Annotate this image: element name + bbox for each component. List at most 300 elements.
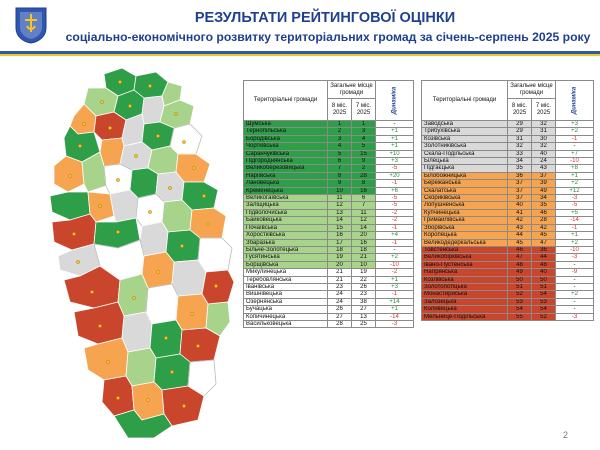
header-period-current: 8 міс. 2025: [328, 99, 352, 121]
community-name-cell: Товстенська: [422, 246, 508, 253]
place-previous-cell: 22: [352, 276, 376, 283]
table-row: [244, 150, 414, 157]
place-previous-cell: 37: [532, 172, 556, 179]
dynamics-cell: -: [556, 306, 594, 313]
table-row: [422, 121, 594, 128]
community-name-cell: Коропецька: [422, 232, 508, 239]
place-current-cell: 47: [508, 254, 532, 261]
dynamics-cell: -14: [556, 217, 594, 224]
place-current-cell: 37: [508, 195, 532, 202]
community-name-cell: Тернопільська: [244, 128, 328, 135]
community-name-cell: Великобірківська: [422, 254, 508, 261]
place-current-cell: 6: [328, 158, 352, 165]
place-previous-cell: 34: [532, 195, 556, 202]
community-name-cell: Скалатська: [422, 187, 508, 194]
place-previous-cell: 18: [352, 246, 376, 253]
place-current-cell: 16: [328, 232, 352, 239]
community-name-cell: Скориківська: [422, 195, 508, 202]
table-row: [244, 143, 414, 150]
map-community: [126, 348, 156, 386]
table-row: [244, 291, 414, 298]
place-current-cell: 31: [508, 135, 532, 142]
place-previous-cell: 16: [352, 187, 376, 194]
table-row: [244, 224, 414, 231]
place-current-cell: 18: [328, 246, 352, 253]
place-previous-cell: 38: [352, 298, 376, 305]
table-row: [244, 187, 414, 194]
dynamics-cell: +2: [556, 239, 594, 246]
place-previous-cell: 45: [532, 232, 556, 239]
place-previous-cell: 48: [532, 261, 556, 268]
place-previous-cell: 40: [532, 269, 556, 276]
page-number: 2: [562, 430, 568, 440]
community-name-cell: Мельнице-Подільська: [422, 313, 508, 320]
community-name-cell: Зборівська: [422, 224, 508, 231]
dynamics-cell: -2: [376, 269, 414, 276]
table-row: [244, 165, 414, 172]
place-current-cell: 33: [508, 150, 532, 157]
dynamics-cell: +14: [376, 298, 414, 305]
table-row: [422, 135, 594, 142]
community-name-cell: Підволочиська: [244, 209, 328, 216]
place-current-cell: 32: [508, 143, 532, 150]
place-current-cell: 40: [508, 202, 532, 209]
dynamics-cell: -3: [376, 320, 414, 327]
place-current-cell: 14: [328, 217, 352, 224]
dynamics-cell: -5: [376, 195, 414, 202]
header-period-previous: 7 міс. 2025: [532, 99, 556, 121]
dynamics-cell: -1: [556, 224, 594, 231]
place-current-cell: 45: [508, 239, 532, 246]
header-dynamics: Динаміка: [556, 81, 594, 121]
map-community: [146, 284, 178, 324]
table-row: [422, 158, 594, 165]
dynamics-cell: +2: [556, 291, 594, 298]
place-previous-cell: 9: [352, 158, 376, 165]
map-community: [136, 194, 164, 226]
dynamics-cell: +4: [376, 232, 414, 239]
table-row: [422, 276, 594, 283]
table-row: [244, 298, 414, 305]
place-previous-cell: 27: [352, 306, 376, 313]
map-community: [54, 156, 84, 192]
place-current-cell: 21: [328, 276, 352, 283]
place-current-cell: 35: [508, 165, 532, 172]
dynamics-cell: -10: [556, 158, 594, 165]
place-current-cell: 28: [328, 320, 352, 327]
dynamics-cell: -10: [556, 246, 594, 253]
header-community: Територіальні громади: [244, 81, 328, 121]
table-row: [244, 239, 414, 246]
place-current-cell: 49: [508, 269, 532, 276]
community-name-cell: Микулинецька: [244, 269, 328, 276]
dynamics-cell: -: [376, 121, 414, 128]
header-stripe-yellow: [0, 54, 600, 56]
place-current-cell: 54: [508, 306, 532, 313]
dynamics-cell: -10: [376, 261, 414, 268]
dynamics-cell: +1: [376, 143, 414, 150]
map-community: [84, 338, 128, 380]
place-previous-cell: 8: [352, 180, 376, 187]
community-name-cell: Хоростківська: [244, 232, 328, 239]
table-row: [244, 313, 414, 320]
header-place: Загальне місце громади: [328, 81, 376, 99]
place-previous-cell: 19: [352, 269, 376, 276]
map-community: [52, 214, 96, 250]
place-previous-cell: 32: [532, 121, 556, 128]
table-row: [422, 283, 594, 290]
community-name-cell: Більче-Золотецька: [244, 246, 328, 253]
place-current-cell: 26: [328, 306, 352, 313]
dynamics-cell: -: [556, 143, 594, 150]
place-current-cell: 4: [328, 143, 352, 150]
community-name-cell: Заліщицька: [244, 202, 328, 209]
map-community: [202, 270, 234, 304]
table-row: [422, 209, 594, 216]
dynamics-cell: +1: [376, 135, 414, 142]
table-row: [244, 320, 414, 327]
place-previous-cell: 15: [352, 150, 376, 157]
map-community: [198, 238, 232, 272]
table-row: [422, 128, 594, 135]
table-row: [422, 232, 594, 239]
map-community: [148, 146, 178, 174]
map-community: [176, 294, 208, 330]
page-title: РЕЗУЛЬТАТИ РЕЙТИНГОВОЇ ОЦІНКИ: [194, 10, 456, 26]
place-previous-cell: 46: [532, 209, 556, 216]
table-row: [244, 180, 414, 187]
dynamics-cell: -14: [376, 313, 414, 320]
dynamics-cell: -5: [556, 202, 594, 209]
community-name-cell: Козівська: [422, 135, 508, 142]
community-name-cell: Підгаєцька: [422, 165, 508, 172]
place-previous-cell: 50: [532, 276, 556, 283]
place-current-cell: 34: [508, 158, 532, 165]
place-current-cell: 13: [328, 209, 352, 216]
dynamics-cell: +5: [556, 209, 594, 216]
place-previous-cell: 6: [352, 195, 376, 202]
place-current-cell: 23: [328, 283, 352, 290]
place-previous-cell: 40: [532, 150, 556, 157]
dynamics-cell: +2: [556, 128, 594, 135]
community-name-cell: Лопушненська: [422, 202, 508, 209]
place-previous-cell: 24: [532, 158, 556, 165]
community-name-cell: Великоберезовицька: [244, 165, 328, 172]
dynamics-cell: +1: [376, 276, 414, 283]
community-name-cell: Озернянська: [244, 298, 328, 305]
dynamics-cell: -9: [556, 269, 594, 276]
community-name-cell: Копичинецька: [244, 313, 328, 320]
community-name-cell: Івано-Пустенська: [422, 261, 508, 268]
community-name-cell: Шумська: [244, 121, 328, 128]
place-previous-cell: 53: [532, 298, 556, 305]
dynamics-cell: -3: [556, 254, 594, 261]
map-community: [110, 190, 138, 222]
place-current-cell: 52: [508, 291, 532, 298]
community-name-cell: Іванівська: [244, 283, 328, 290]
place-previous-cell: 21: [352, 254, 376, 261]
table-row: [422, 224, 594, 231]
community-name-cell: Білобожницька: [422, 172, 508, 179]
place-previous-cell: 54: [532, 306, 556, 313]
community-name-cell: Коливецька: [422, 306, 508, 313]
community-name-cell: Саранчуківська: [244, 150, 328, 157]
dynamics-cell: +10: [376, 150, 414, 157]
place-previous-cell: 3: [352, 128, 376, 135]
dynamics-cell: -2: [376, 217, 414, 224]
dynamics-cell: +3: [376, 158, 414, 165]
community-name-cell: Трибухівська: [422, 128, 508, 135]
place-current-cell: 46: [508, 246, 532, 253]
dynamics-cell: -1: [376, 224, 414, 231]
dynamics-cell: -: [556, 261, 594, 268]
header-period-previous: 7 міс. 2025: [352, 99, 376, 121]
table-row: [422, 269, 594, 276]
place-previous-cell: 23: [352, 291, 376, 298]
ternopil-oblast-emblem-icon: [14, 6, 48, 44]
header-community: Територіальні громади: [422, 81, 508, 121]
header-place: Загальне місце громади: [508, 81, 556, 99]
place-current-cell: 37: [508, 187, 532, 194]
place-previous-cell: 36: [532, 246, 556, 253]
table-row: [244, 261, 414, 268]
place-current-cell: 36: [508, 172, 532, 179]
table-row: [244, 121, 414, 128]
dynamics-cell: -2: [376, 209, 414, 216]
dynamics-cell: +1: [556, 232, 594, 239]
place-previous-cell: 2: [352, 165, 376, 172]
header-period-current: 8 міс. 2025: [508, 99, 532, 121]
place-previous-cell: 39: [532, 180, 556, 187]
table-row: [244, 209, 414, 216]
place-current-cell: 8: [328, 172, 352, 179]
community-name-cell: Борщівська: [244, 261, 328, 268]
communities-rating-map: [44, 66, 240, 442]
table-row: [422, 217, 594, 224]
table-row: [244, 158, 414, 165]
dynamics-cell: +20: [376, 172, 414, 179]
place-current-cell: 43: [508, 224, 532, 231]
place-current-cell: 37: [508, 180, 532, 187]
community-name-cell: Байковецька: [244, 217, 328, 224]
dynamics-cell: +12: [556, 187, 594, 194]
table-row: [422, 254, 594, 261]
dynamics-cell: -1: [376, 239, 414, 246]
dynamics-cell: +2: [556, 180, 594, 187]
dynamics-cell: -5: [376, 165, 414, 172]
community-name-cell: Великогаївська: [244, 195, 328, 202]
table-row: [244, 276, 414, 283]
place-previous-cell: 10: [352, 261, 376, 268]
map-community: [180, 328, 220, 362]
place-current-cell: 44: [508, 232, 532, 239]
map-community: [102, 376, 134, 416]
place-current-cell: 29: [508, 121, 532, 128]
place-current-cell: 3: [328, 135, 352, 142]
dynamics-cell: -: [376, 246, 414, 253]
place-current-cell: 1: [328, 121, 352, 128]
table-row: [244, 254, 414, 261]
community-name-cell: Васильковецька: [244, 320, 328, 327]
place-previous-cell: 12: [352, 217, 376, 224]
dynamics-cell: -: [556, 283, 594, 290]
table-row: [244, 217, 414, 224]
place-current-cell: 24: [328, 298, 352, 305]
place-previous-cell: 51: [532, 283, 556, 290]
community-name-cell: Вишнівецька: [244, 291, 328, 298]
dynamics-cell: -: [556, 276, 594, 283]
community-name-cell: Золотниківська: [422, 143, 508, 150]
place-current-cell: 7: [328, 165, 352, 172]
table-row: [244, 195, 414, 202]
community-name-cell: Білецька: [422, 158, 508, 165]
table-row: [244, 269, 414, 276]
place-current-cell: 2: [328, 128, 352, 135]
community-name-cell: Золотопотіцька: [422, 283, 508, 290]
place-previous-cell: 4: [352, 135, 376, 142]
place-previous-cell: 30: [532, 135, 556, 142]
place-current-cell: 12: [328, 202, 352, 209]
dynamics-cell: +8: [556, 165, 594, 172]
place-current-cell: 21: [328, 269, 352, 276]
dynamics-cell: -3: [556, 313, 594, 320]
table-row: [422, 291, 594, 298]
table-row: [244, 283, 414, 290]
table-row: [422, 150, 594, 157]
dynamics-cell: +3: [376, 283, 414, 290]
place-previous-cell: 7: [352, 202, 376, 209]
place-previous-cell: 1: [352, 121, 376, 128]
community-name-cell: Козлівська: [422, 276, 508, 283]
community-name-cell: Залозецька: [422, 298, 508, 305]
table-row: [422, 246, 594, 253]
table-row: [422, 180, 594, 187]
map-community: [140, 222, 168, 256]
place-previous-cell: 54: [532, 291, 556, 298]
rating-table-right: [421, 80, 594, 321]
community-name-cell: Бережанська: [422, 180, 508, 187]
place-current-cell: 17: [328, 239, 352, 246]
place-current-cell: 15: [328, 224, 352, 231]
place-current-cell: 19: [328, 254, 352, 261]
dynamics-cell: +3: [556, 121, 594, 128]
place-previous-cell: 5: [352, 143, 376, 150]
map-community: [142, 252, 174, 288]
place-previous-cell: 49: [532, 187, 556, 194]
page-subtitle: соціально-економічного розвитку територіальних громад за січень-серпень 2025 року: [65, 30, 591, 44]
map-community: [172, 260, 206, 296]
dynamics-cell: +2: [376, 254, 414, 261]
table-row: [422, 143, 594, 150]
place-previous-cell: 52: [532, 313, 556, 320]
table-row: [422, 202, 594, 209]
table-row: [422, 313, 594, 320]
place-previous-cell: 31: [532, 128, 556, 135]
map-community: [118, 274, 148, 316]
dynamics-cell: +7: [556, 150, 594, 157]
place-current-cell: 9: [328, 180, 352, 187]
community-name-cell: Купчинецька: [422, 209, 508, 216]
table-row: [244, 202, 414, 209]
community-name-cell: Гримайлівська: [422, 217, 508, 224]
place-previous-cell: 47: [532, 239, 556, 246]
place-current-cell: 48: [508, 261, 532, 268]
place-current-cell: 20: [328, 261, 352, 268]
map-community: [122, 312, 152, 352]
community-name-cell: Заводська: [422, 121, 508, 128]
table-row: [422, 165, 594, 172]
community-name-cell: Теребовлянська: [244, 276, 328, 283]
community-name-cell: Бородівська: [244, 135, 328, 142]
place-previous-cell: 28: [352, 172, 376, 179]
table-row: [422, 261, 594, 268]
community-name-cell: Нагірянська: [422, 269, 508, 276]
place-current-cell: 53: [508, 298, 532, 305]
place-previous-cell: 42: [532, 224, 556, 231]
community-name-cell: Чортківська: [244, 143, 328, 150]
place-previous-cell: 32: [532, 143, 556, 150]
dynamics-cell: -5: [376, 202, 414, 209]
table-row: [244, 128, 414, 135]
place-current-cell: 24: [328, 291, 352, 298]
table-row: [422, 172, 594, 179]
community-name-cell: Збаразька: [244, 239, 328, 246]
dynamics-cell: -3: [556, 195, 594, 202]
community-name-cell: Підгороднянська: [244, 158, 328, 165]
community-name-cell: Бучацька: [244, 306, 328, 313]
community-name-cell: Великодедеркальська: [422, 239, 508, 246]
place-previous-cell: 16: [352, 239, 376, 246]
place-current-cell: 5: [328, 150, 352, 157]
place-current-cell: 50: [508, 276, 532, 283]
table-row: [422, 239, 594, 246]
place-current-cell: 10: [328, 187, 352, 194]
place-current-cell: 55: [508, 313, 532, 320]
community-name-cell: Гусятинська: [244, 254, 328, 261]
table-row: [422, 187, 594, 194]
place-previous-cell: 13: [352, 313, 376, 320]
community-name-cell: Кременецька: [244, 187, 328, 194]
place-previous-cell: 35: [532, 202, 556, 209]
dynamics-cell: +1: [376, 306, 414, 313]
table-row: [244, 306, 414, 313]
place-previous-cell: 28: [532, 217, 556, 224]
header-dynamics: Динаміка: [376, 81, 414, 121]
place-previous-cell: 11: [352, 209, 376, 216]
dynamics-cell: -: [556, 298, 594, 305]
table-row: [244, 172, 414, 179]
community-name-cell: Лановецька: [244, 180, 328, 187]
dynamics-cell: -1: [376, 291, 414, 298]
community-name-cell: Скала-Подільська: [422, 150, 508, 157]
dynamics-cell: -1: [556, 135, 594, 142]
place-previous-cell: 26: [352, 283, 376, 290]
dynamics-cell: +1: [376, 128, 414, 135]
map-community: [74, 302, 124, 344]
place-previous-cell: 25: [352, 320, 376, 327]
dynamics-cell: +6: [376, 187, 414, 194]
table-row: [422, 195, 594, 202]
place-current-cell: 41: [508, 209, 532, 216]
rating-table-left: [243, 80, 414, 328]
place-current-cell: 42: [508, 217, 532, 224]
map-community: [130, 168, 158, 198]
table-row: [422, 306, 594, 313]
table-row: [244, 232, 414, 239]
community-name-cell: Наріївська: [244, 172, 328, 179]
place-previous-cell: 43: [532, 165, 556, 172]
place-previous-cell: 20: [352, 232, 376, 239]
